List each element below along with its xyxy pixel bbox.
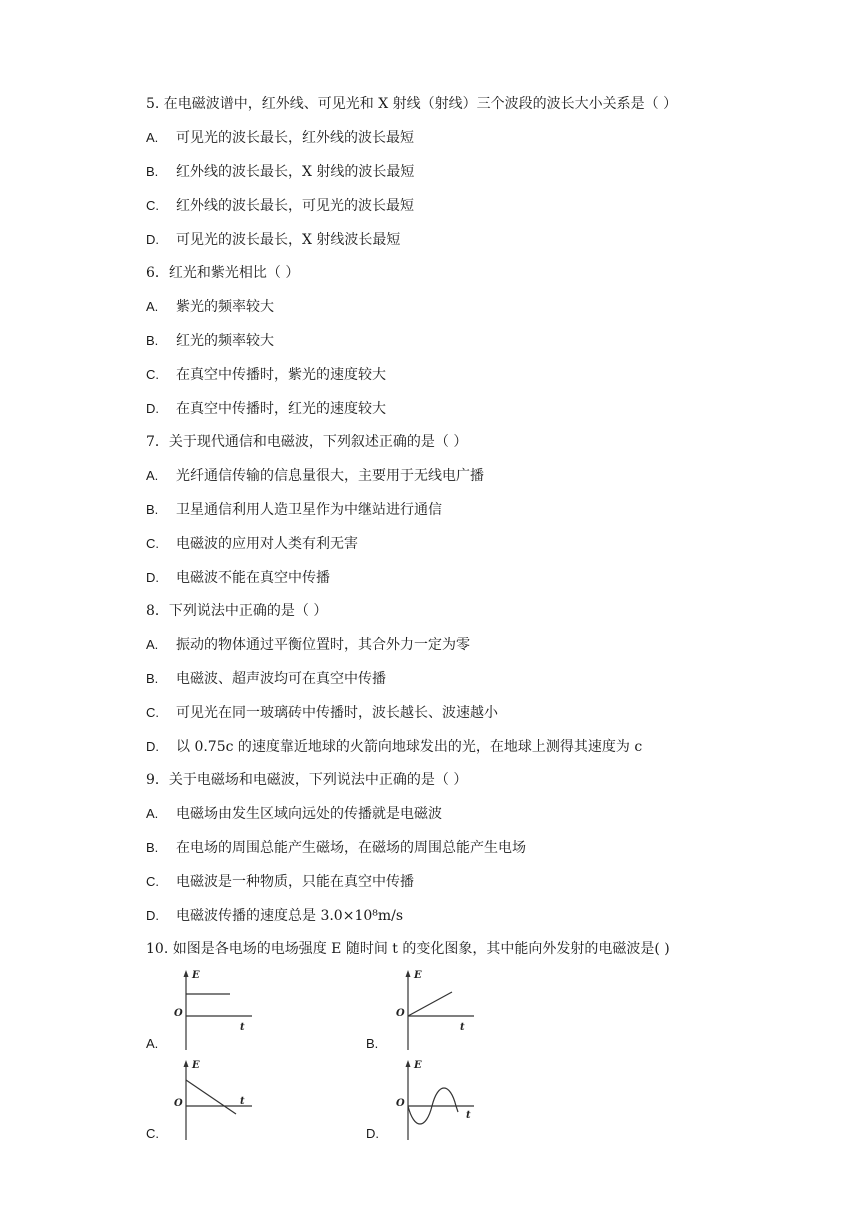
question-7-stem: 7．关于现代通信和电磁波，下列叙述正确的是（ ） — [146, 434, 468, 450]
option-text: 红外线的波长最长，X 射线的波长最短 — [176, 164, 415, 180]
option-letter: A. — [146, 637, 159, 652]
axis-e-label: E — [414, 1060, 422, 1071]
q9-option-d[interactable] — [146, 906, 403, 926]
option-text: 可见光的波长最长，红外线的波长最短 — [176, 130, 414, 146]
option-letter: C. — [146, 874, 159, 889]
option-text: 卫星通信利用人造卫星作为中继站进行通信 — [176, 502, 442, 518]
option-text: 在电场的周围总能产生磁场，在磁场的周围总能产生电场 — [176, 840, 526, 856]
question-8-stem: 8．下列说法中正确的是（ ） — [146, 603, 328, 619]
graph-a-constant-field — [170, 966, 260, 1056]
q9-option-c[interactable] — [146, 872, 414, 892]
option-letter: B. — [146, 333, 159, 348]
option-letter: A. — [146, 130, 159, 145]
q8-option-c[interactable] — [146, 703, 498, 723]
option-letter: D. — [146, 570, 159, 585]
q9-option-b[interactable] — [146, 838, 526, 858]
option-letter: B. — [146, 671, 159, 686]
axis-e-label: E — [192, 970, 200, 981]
option-letter: C. — [146, 536, 159, 551]
option-text: 可见光在同一玻璃砖中传播时，波长越长、波速越小 — [176, 705, 498, 721]
question-9-stem: 9．关于电磁场和电磁波，下列说法中正确的是（ ） — [146, 772, 468, 788]
axis-e-label: E — [192, 1060, 200, 1071]
option-letter: B. — [146, 502, 159, 517]
option-letter: B. — [146, 164, 159, 179]
option-text: 以 0.75c 的速度靠近地球的火箭向地球发出的光，在地球上测得其速度为 c — [176, 739, 643, 755]
option-letter: D. — [146, 908, 159, 923]
q5-option-a[interactable] — [146, 128, 414, 148]
option-text: 电磁波是一种物质，只能在真空中传播 — [176, 874, 414, 890]
option-text: 红外线的波长最长，可见光的波长最短 — [176, 198, 414, 214]
question-6-stem: 6．红光和紫光相比（ ） — [146, 265, 300, 281]
q6-option-a[interactable] — [146, 297, 274, 317]
option-letter: D. — [146, 401, 159, 416]
option-text: 可见光的波长最长，X 射线波长最短 — [176, 232, 401, 248]
origin-label: O — [174, 1008, 183, 1019]
option-letter: D. — [146, 739, 159, 754]
q6-option-c[interactable] — [146, 365, 386, 385]
option-text: 在真空中传播时，红光的速度较大 — [176, 401, 386, 417]
q7-option-c[interactable] — [146, 534, 358, 554]
q8-option-a[interactable] — [146, 635, 470, 655]
option-letter: A. — [146, 468, 159, 483]
q7-option-a[interactable] — [146, 466, 484, 486]
q7-option-b[interactable] — [146, 500, 442, 520]
graph-c-falling-field — [170, 1056, 260, 1146]
axis-t-label: t — [240, 1096, 245, 1107]
origin-label: O — [396, 1098, 405, 1109]
option-text: 电磁波的应用对人类有利无害 — [176, 536, 358, 552]
origin-label: O — [396, 1008, 405, 1019]
option-text: 紫光的频率较大 — [176, 299, 274, 315]
option-text: 在真空中传播时，紫光的速度较大 — [176, 367, 386, 383]
graph-b-rising-field — [392, 966, 482, 1056]
option-text: 电磁波不能在真空中传播 — [176, 570, 330, 586]
graph-c-letter[interactable]: C. — [146, 1126, 159, 1141]
graph-d-sine-field — [392, 1056, 482, 1146]
option-letter: C. — [146, 198, 159, 213]
question-10-stem: 10. 如图是各电场的电场强度 E 随时间 t 的变化图象，其中能向外发射的电磁波是( ) — [146, 941, 670, 957]
option-letter: A. — [146, 806, 159, 821]
option-text: 振动的物体通过平衡位置时，其合外力一定为零 — [176, 637, 470, 653]
q9-option-a[interactable] — [146, 804, 442, 824]
graph-a-letter[interactable]: A. — [146, 1036, 159, 1051]
option-letter: D. — [146, 232, 159, 247]
q7-option-d[interactable] — [146, 568, 330, 588]
option-letter: C. — [146, 705, 159, 720]
axis-t-label: t — [460, 1022, 465, 1033]
q8-option-d[interactable] — [146, 737, 642, 757]
axis-e-label: E — [414, 970, 422, 981]
q5-option-c[interactable] — [146, 196, 414, 216]
origin-label: O — [174, 1098, 183, 1109]
q8-option-b[interactable] — [146, 669, 386, 689]
option-letter: C. — [146, 367, 159, 382]
option-letter: A. — [146, 299, 159, 314]
axis-t-label: t — [240, 1022, 245, 1033]
option-text: 光纤通信传输的信息量很大，主要用于无线电广播 — [176, 468, 484, 484]
question-5-stem: 5. 在电磁波谱中，红外线、可见光和 X 射线（射线）三个波段的波长大小关系是（ ） — [146, 96, 678, 112]
axis-t-label: t — [466, 1110, 471, 1121]
q5-option-d[interactable] — [146, 230, 400, 250]
q5-option-b[interactable] — [146, 162, 414, 182]
option-text: 电磁波传播的速度总是 3.0×10⁸m/s — [176, 908, 404, 924]
option-letter: B. — [146, 840, 159, 855]
q6-option-d[interactable] — [146, 399, 386, 419]
graph-b-letter[interactable]: B. — [366, 1036, 379, 1051]
option-text: 电磁波、超声波均可在真空中传播 — [176, 671, 386, 687]
graph-d-letter[interactable]: D. — [366, 1126, 379, 1141]
option-text: 电磁场由发生区域向远处的传播就是电磁波 — [176, 806, 442, 822]
q6-option-b[interactable] — [146, 331, 274, 351]
option-text: 红光的频率较大 — [176, 333, 274, 349]
